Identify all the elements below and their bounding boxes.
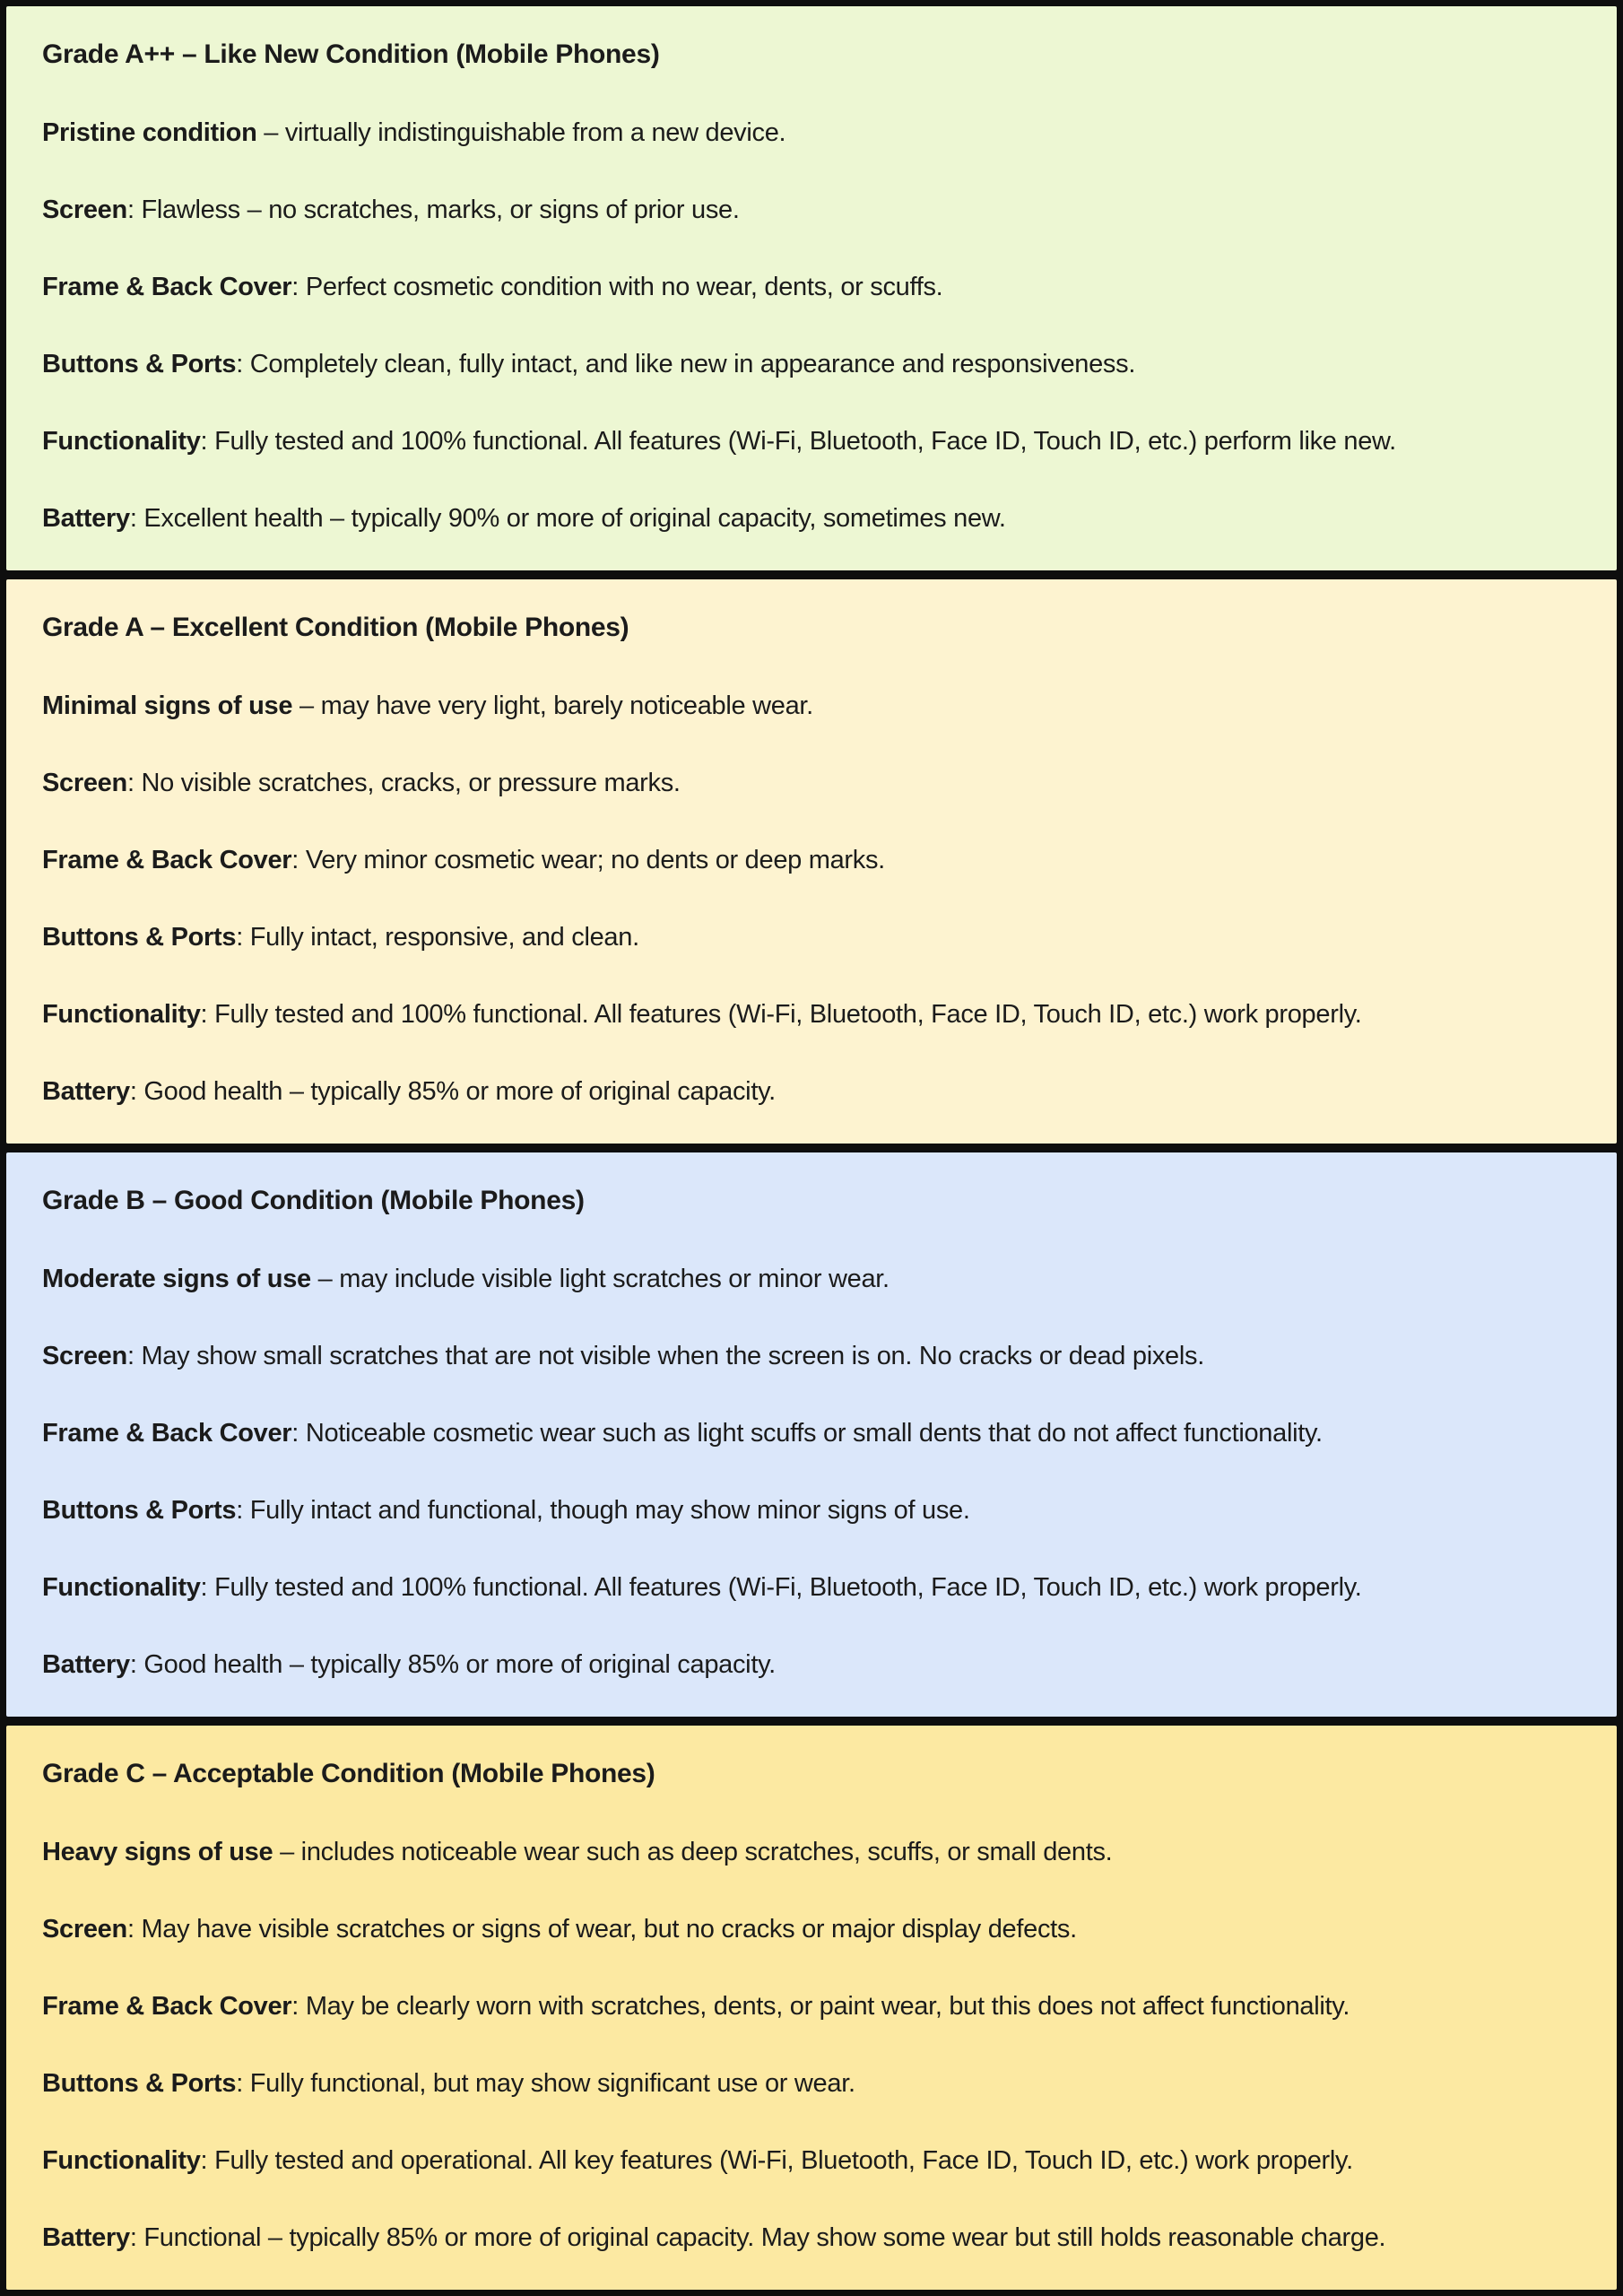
grade-item-label: Battery xyxy=(42,1077,130,1106)
section-grade-a-plus-plus xyxy=(6,6,1617,570)
grade-item-label: Functionality xyxy=(42,2146,201,2175)
grade-item-label: Buttons & Ports xyxy=(42,350,237,378)
grade-item xyxy=(42,1570,1581,1605)
grade-item-label: Functionality xyxy=(42,1573,201,1602)
grade-item xyxy=(42,1416,1581,1450)
grade-item-label: Screen xyxy=(42,1915,127,1944)
grade-item-separator: : xyxy=(291,273,306,301)
grade-item xyxy=(42,1339,1581,1373)
grade-item-separator: : xyxy=(126,1915,142,1944)
grade-item-separator: : xyxy=(129,1650,144,1679)
grade-item xyxy=(42,2144,1581,2178)
grade-item-label: Frame & Back Cover xyxy=(42,1992,292,2021)
grade-item xyxy=(42,424,1581,458)
grade-item-label: Battery xyxy=(42,504,130,533)
grade-item xyxy=(42,2066,1581,2100)
grade-item-separator: – xyxy=(310,1265,340,1293)
grade-item-text: may include visible light scratches or minor wear. xyxy=(339,1265,890,1293)
grade-item-text: Fully intact, responsive, and clean. xyxy=(249,923,639,952)
grade-item xyxy=(42,270,1581,304)
grade-item-separator: – xyxy=(256,118,285,147)
grade-item-label: Functionality xyxy=(42,427,201,456)
grade-item-separator: : xyxy=(126,1342,142,1370)
grade-item-separator: : xyxy=(236,350,250,378)
grade-item-separator: : xyxy=(236,1496,250,1525)
grade-item-label: Frame & Back Cover xyxy=(42,1419,292,1448)
grade-item-text: Good health – typically 85% or more of original capacity. xyxy=(143,1077,776,1106)
grade-item-separator: : xyxy=(236,923,250,952)
grade-item-separator: : xyxy=(200,427,215,456)
grade-item xyxy=(42,116,1581,150)
section-title: Grade B – Good Condition (Mobile Phones) xyxy=(42,1186,585,1215)
grade-item xyxy=(42,501,1581,535)
grade-item-text: May be clearly worn with scratches, dents, or paint wear, but this does not affect functionality. xyxy=(305,1992,1350,2021)
section-title: Grade C – Acceptable Condition (Mobile Phones) xyxy=(42,1759,655,1788)
grade-item-separator: : xyxy=(291,1419,306,1448)
grade-item-separator: : xyxy=(291,846,306,874)
grade-item-text: Functional – typically 85% or more of original capacity. May show some wear but still holds reasonable charge. xyxy=(143,2223,1386,2252)
grade-item-label: Heavy signs of use xyxy=(42,1838,273,1866)
grade-item xyxy=(42,689,1581,723)
section-title: Grade A – Excellent Condition (Mobile Phones) xyxy=(42,613,629,642)
grade-item-label: Frame & Back Cover xyxy=(42,273,292,301)
grade-item-text: Noticeable cosmetic wear such as light scuffs or small dents that do not affect functionality. xyxy=(305,1419,1323,1448)
grade-item-label: Battery xyxy=(42,1650,130,1679)
grade-item-label: Battery xyxy=(42,2223,130,2252)
grade-item-label: Pristine condition xyxy=(42,118,257,147)
section-grade-c xyxy=(6,1726,1617,2290)
grade-item-text: Very minor cosmetic wear; no dents or deep marks. xyxy=(305,846,885,874)
grade-item-text: May show small scratches that are not visible when the screen is on. No cracks or dead pixels. xyxy=(141,1342,1204,1370)
grade-item-text: Excellent health – typically 90% or more of original capacity, sometimes new. xyxy=(143,504,1006,533)
grade-item xyxy=(42,347,1581,381)
grade-item-label: Screen xyxy=(42,769,127,797)
grade-item-text: Fully tested and operational. All key features (Wi-Fi, Bluetooth, Face ID, Touch ID, etc.) work properly. xyxy=(214,2146,1353,2175)
grade-item xyxy=(42,843,1581,877)
section-grade-a xyxy=(6,579,1617,1144)
grade-item-separator: – xyxy=(273,1838,301,1866)
grade-item xyxy=(42,1835,1581,1869)
grade-item-text: Perfect cosmetic condition with no wear, dents, or scuffs. xyxy=(305,273,943,301)
grade-item-label: Moderate signs of use xyxy=(42,1265,311,1293)
grade-item-separator: : xyxy=(129,504,144,533)
grade-item-text: may have very light, barely noticeable wear. xyxy=(320,691,813,720)
grade-item-text: Good health – typically 85% or more of original capacity. xyxy=(143,1650,776,1679)
grade-item-label: Frame & Back Cover xyxy=(42,846,292,874)
grade-item-label: Buttons & Ports xyxy=(42,1496,237,1525)
grade-item-label: Buttons & Ports xyxy=(42,923,237,952)
grade-item xyxy=(42,193,1581,227)
grade-item-text: May have visible scratches or signs of wear, but no cracks or major display defects. xyxy=(141,1915,1077,1944)
grade-item-label: Screen xyxy=(42,196,127,224)
grade-item xyxy=(42,1074,1581,1109)
section-title: Grade A++ – Like New Condition (Mobile Phones) xyxy=(42,39,660,69)
grade-item-text: Fully tested and 100% functional. All features (Wi-Fi, Bluetooth, Face ID, Touch ID, etc.) work properly. xyxy=(214,1573,1362,1602)
grade-item xyxy=(42,2221,1581,2255)
grade-item-text: Flawless – no scratches, marks, or signs of prior use. xyxy=(141,196,740,224)
grade-item-text: includes noticeable wear such as deep scratches, scuffs, or small dents. xyxy=(300,1838,1113,1866)
grade-item-text: virtually indistinguishable from a new device. xyxy=(284,118,786,147)
grade-item xyxy=(42,1912,1581,1946)
grade-item-separator: : xyxy=(126,196,142,224)
grade-item-separator: : xyxy=(200,1000,215,1029)
grade-item-label: Functionality xyxy=(42,1000,201,1029)
grade-item xyxy=(42,920,1581,954)
grade-item-separator: : xyxy=(200,2146,215,2175)
grade-item-separator: : xyxy=(129,2223,144,2252)
grade-item-text: No visible scratches, cracks, or pressure marks. xyxy=(141,769,681,797)
grade-item-text: Fully intact and functional, though may show minor signs of use. xyxy=(249,1496,970,1525)
grade-item-separator: – xyxy=(292,691,321,720)
grade-item-label: Minimal signs of use xyxy=(42,691,293,720)
grade-item-separator: : xyxy=(126,769,142,797)
grade-item-text: Fully tested and 100% functional. All features (Wi-Fi, Bluetooth, Face ID, Touch ID, etc.) perform like new. xyxy=(214,427,1396,456)
grade-item xyxy=(42,766,1581,800)
grade-item-separator: : xyxy=(200,1573,215,1602)
grade-item-text: Completely clean, fully intact, and like new in appearance and responsiveness. xyxy=(249,350,1136,378)
grade-item-text: Fully tested and 100% functional. All features (Wi-Fi, Bluetooth, Face ID, Touch ID, etc.) work properly. xyxy=(214,1000,1362,1029)
grade-item-separator: : xyxy=(129,1077,144,1106)
grade-item xyxy=(42,997,1581,1031)
grade-item-separator: : xyxy=(291,1992,306,2021)
grade-item xyxy=(42,1262,1581,1296)
grade-item-label: Screen xyxy=(42,1342,127,1370)
grade-item-text: Fully functional, but may show significant use or wear. xyxy=(249,2069,855,2098)
grade-item xyxy=(42,1493,1581,1527)
grade-item xyxy=(42,1648,1581,1682)
grade-item-separator: : xyxy=(236,2069,250,2098)
grade-item-label: Buttons & Ports xyxy=(42,2069,237,2098)
section-grade-b xyxy=(6,1152,1617,1717)
grade-item xyxy=(42,1989,1581,2023)
